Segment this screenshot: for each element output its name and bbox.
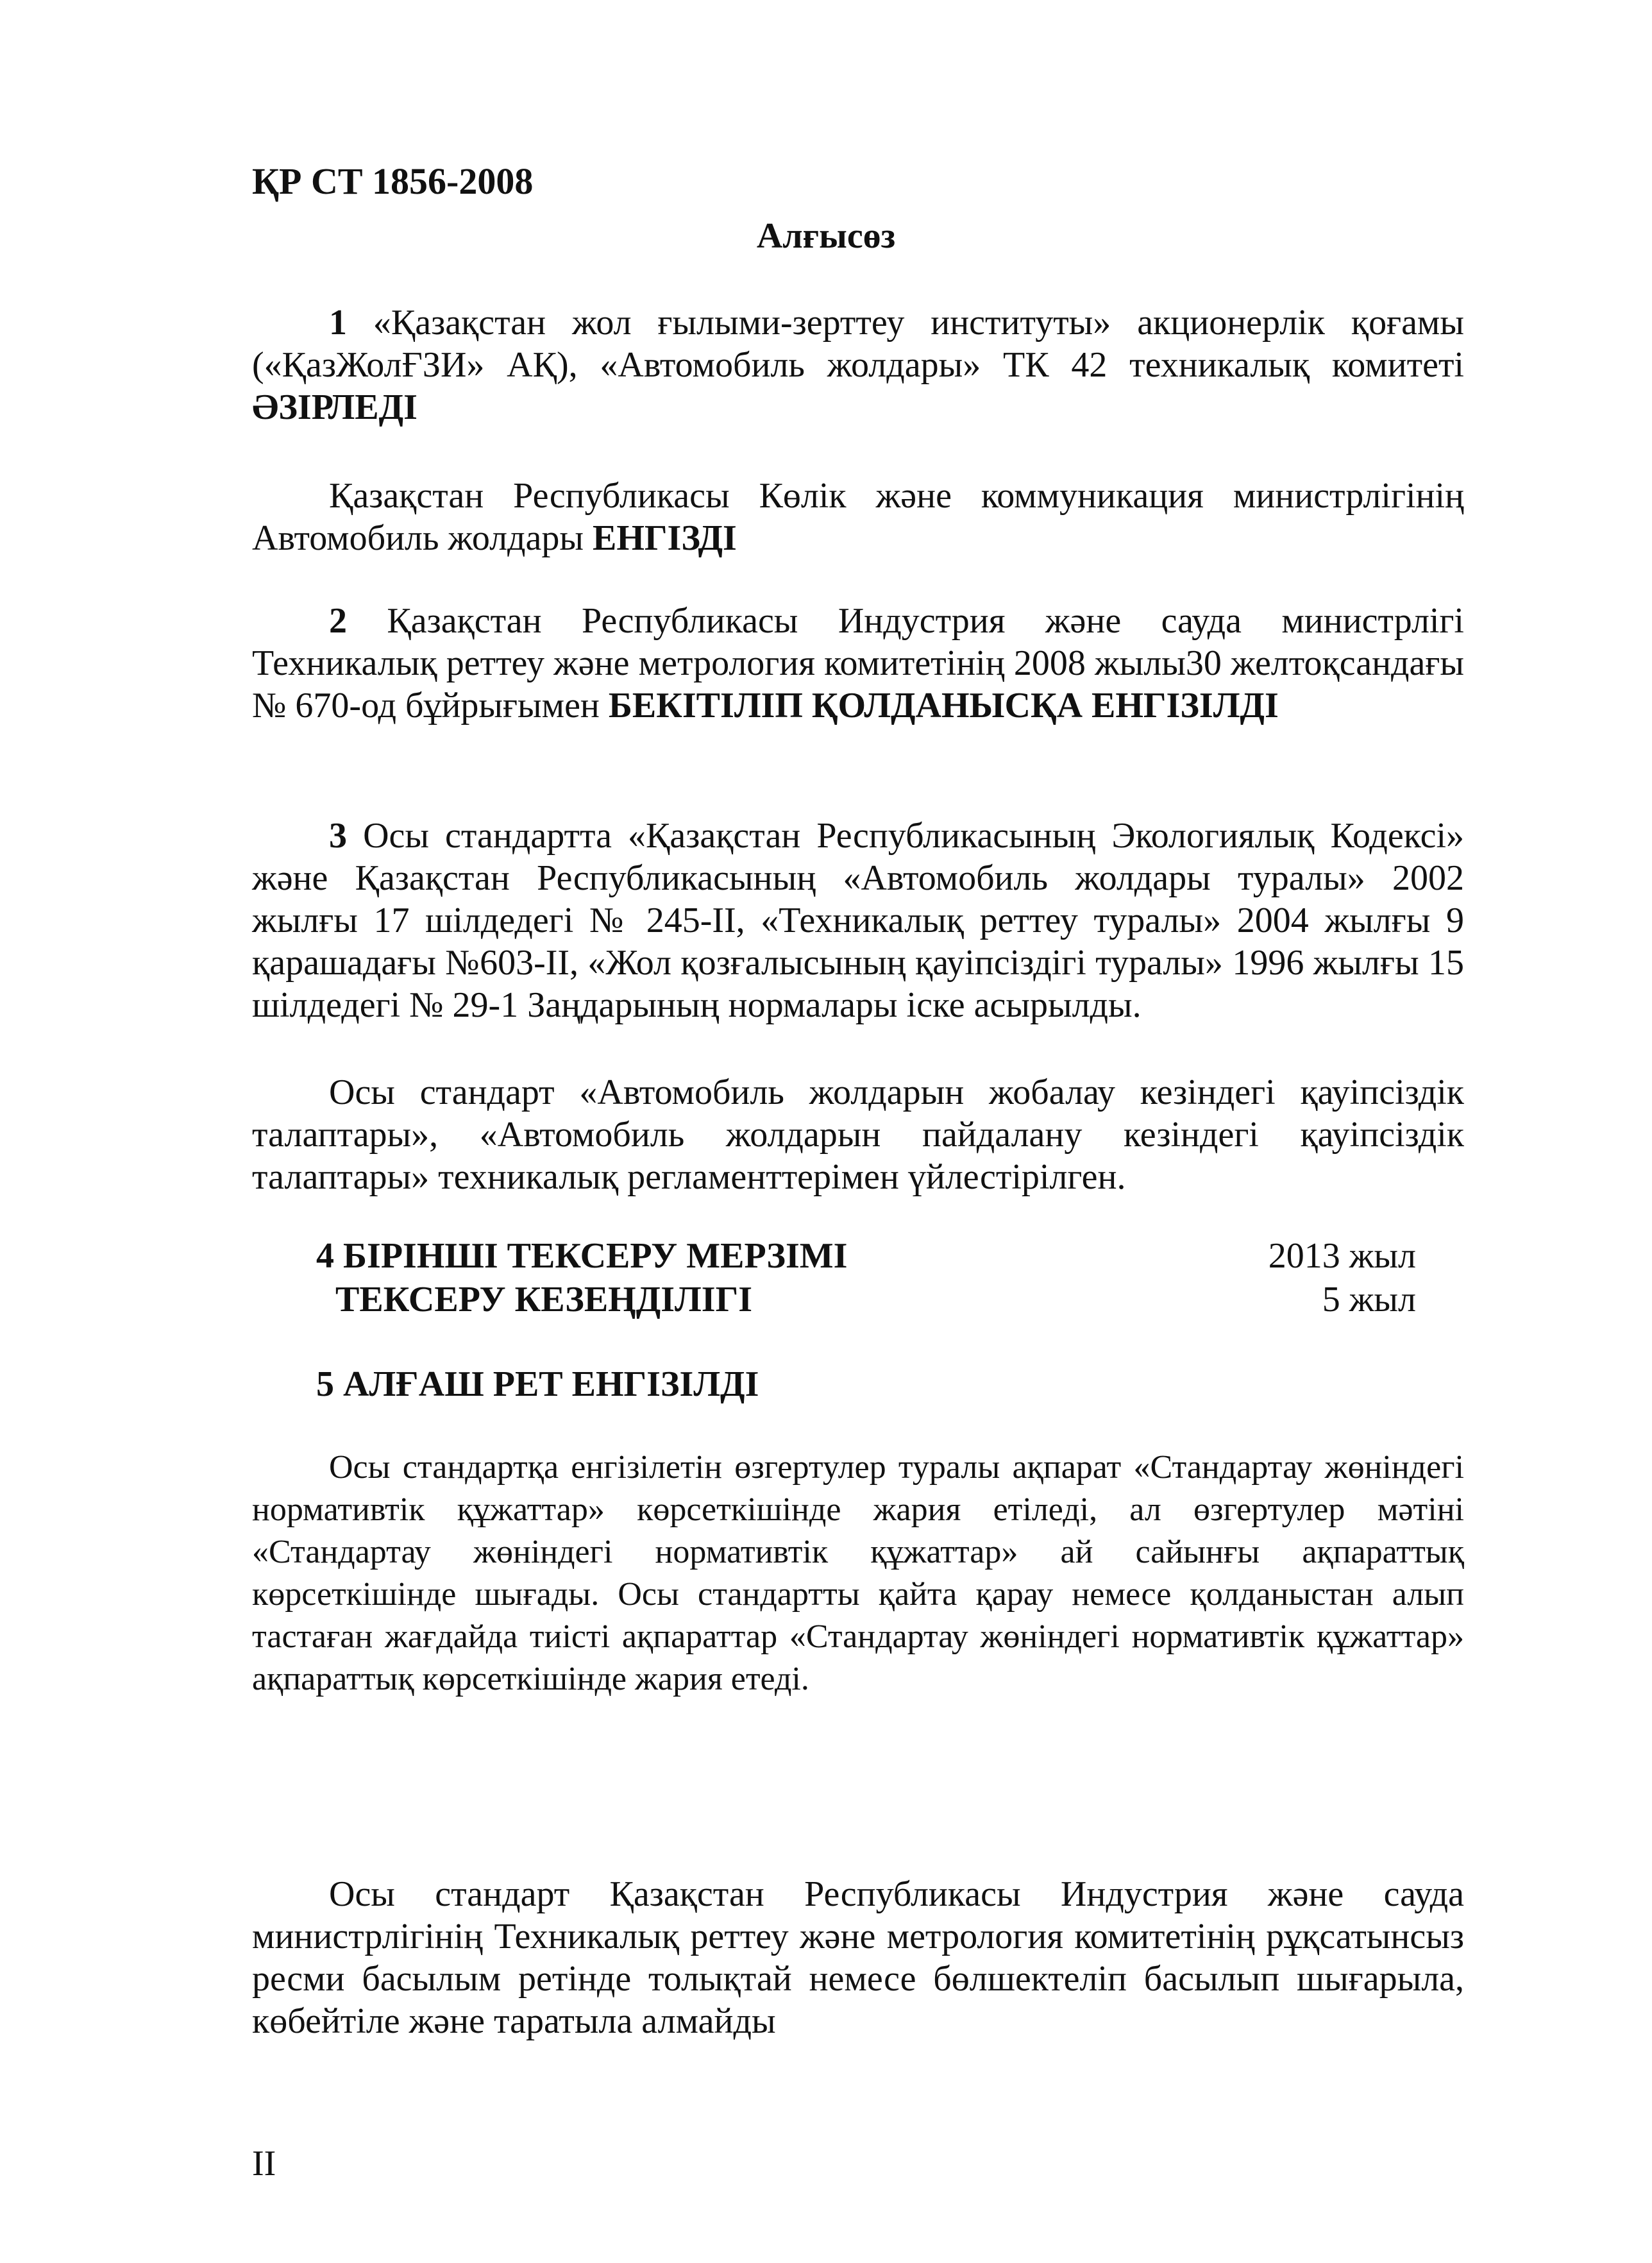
paragraph-text: Осы стандарт Қазақстан Республикасы Индустрия және сауда министрлігінің Техникалық реттеу және метрология комитетінің рұқсатынсыз ресми басылым ретінде толықтай немесе бөлшектеліп басылып шығарыла, көбейтіле және таратыла алмайды — [252, 1874, 1464, 2041]
review-period-label: ТЕКСЕРУ КЕЗЕҢДІЛІГІ — [335, 1280, 752, 1319]
paragraph-text: Қазақстан Республикасы Индустрия және сауда министрлігі Техникалық реттеу және метрология комитетінің 2008 жылы30 желтоқсандағы № 670-од бұйрығымен — [252, 601, 1464, 725]
review-date-label: 4 БІРІНШІ ТЕКСЕРУ МЕРЗІМІ — [316, 1236, 848, 1276]
review-date-value: 2013 жыл — [1268, 1236, 1416, 1276]
page-number: II — [252, 2144, 276, 2183]
paragraph-approved — [252, 600, 1464, 727]
item-number: 3 — [329, 816, 347, 856]
item-number: 1 — [329, 303, 347, 343]
paragraph-introduced-by — [252, 475, 1464, 559]
review-date-row — [316, 1235, 1416, 1277]
paragraph-text: Осы стандартта «Қазақстан Республикасының Экологиялық Кодексі» және Қазақстан Республикасының «Автомобиль жолдары туралы» 2002 жылғы 17 шілдедегі № 245-ІІ, «Техникалық реттеу туралы» 2004 жылғы 9 қарашадағы №603-ІІ, «Жол қозғалысының қауіпсіздігі туралы» 1996 жылғы 15 шілдедегі № 29-1 Заңдарының нормалары іске асырылды. — [252, 816, 1464, 1025]
paragraph-text: Осы стандарт «Автомобиль жолдарын жобалау кезіндегі қауіпсіздік талаптары», «Автомобиль жолдарын пайдалану кезіндегі қауіпсіздік талаптары» техникалық регламенттерімен үйлестірілген. — [252, 1072, 1464, 1197]
item-number: 2 — [329, 601, 347, 641]
paragraph-developed-by — [252, 301, 1464, 428]
paragraph-bold: ӘЗІРЛЕДІ — [252, 387, 417, 427]
paragraph-bold: БЕКІТІЛІП ҚОЛДАНЫСҚА ЕНГІЗІЛДІ — [608, 686, 1279, 725]
paragraph-amendments — [252, 1446, 1464, 1700]
paragraph-bold: ЕНГІЗДІ — [593, 518, 737, 558]
paragraph-text: Осы стандартқа енгізілетін өзгертулер туралы ақпарат «Стандартау жөніндегі нормативтік құжаттар» көрсеткішінде жария етіледі, ал өзгертулер мәтіні «Стандартау жөніндегі нормативтік құжаттар» ай сайынғы ақпараттық көрсеткішінде шығады. Осы стандартты қайта қарау немесе қолданыстан алып тастаған жағдайда тиісті ақпараттар «Стандартау жөніндегі нормативтік құжаттар» ақпараттық көрсеткішінде жария етеді. — [252, 1449, 1464, 1697]
paragraph-copyright — [252, 1873, 1464, 2042]
review-period-row — [335, 1278, 1416, 1321]
review-period-value: 5 жыл — [1322, 1280, 1416, 1319]
paragraph-regulations — [252, 1071, 1464, 1198]
page-title: Алғысөз — [756, 216, 896, 256]
document-code: ҚР СТ 1856-2008 — [252, 160, 534, 202]
paragraph-laws — [252, 815, 1464, 1026]
paragraph-text: Қазақстан Республикасы Көлік және коммуникация министрлігінің Автомобиль жолдары — [252, 476, 1464, 558]
first-introduced: 5 АЛҒАШ РЕТ ЕНГІЗІЛДІ — [316, 1364, 759, 1404]
paragraph-text: «Қазақстан жол ғылыми-зерттеу институты» акционерлік қоғамы («ҚазЖолҒЗИ» АҚ), «Автомобиль жолдары» ТК 42 техникалық комитеті — [252, 303, 1464, 385]
